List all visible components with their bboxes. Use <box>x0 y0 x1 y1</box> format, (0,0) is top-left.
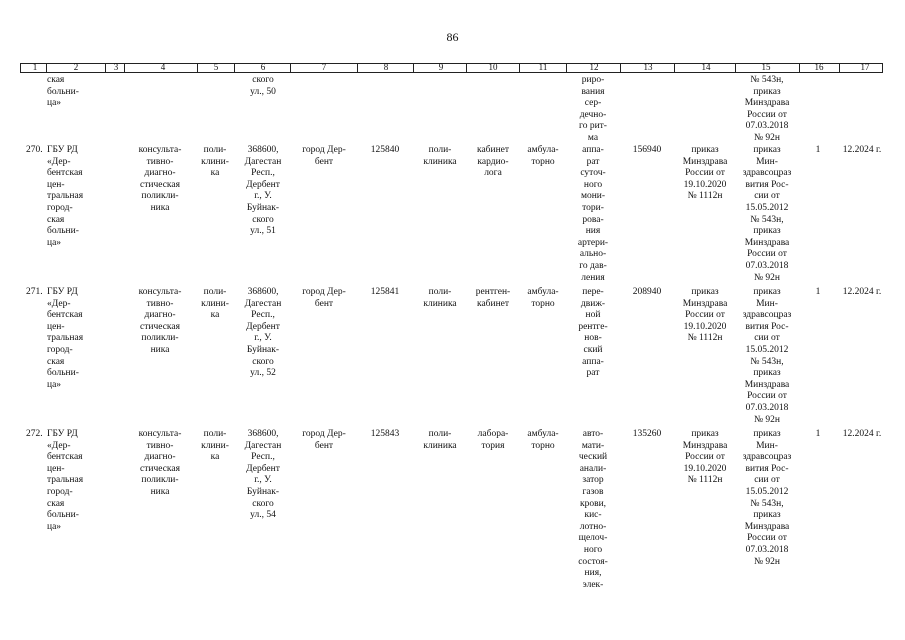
city: город Дер- бент <box>302 145 346 167</box>
col-header-5: 5 <box>213 62 219 72</box>
order-15: приказ Мин- здравсоцраз вития Рос- сии от 15.05.2012 № 543н, приказ Минздрава России от 07.03.2018 № 92н <box>742 287 792 425</box>
address: 368600, Дагестан Респ., Дербент г., У. Буйнак- ского ул., 51 <box>244 145 282 237</box>
col-header-12: 12 <box>589 62 599 72</box>
continued-order-15: № 543н, приказ Минздрава России от 07.03.2018 № 92н <box>744 75 790 143</box>
unit: поли- клини- ка <box>201 429 229 463</box>
col-divider <box>124 63 125 73</box>
col-divider <box>620 63 621 73</box>
col-divider <box>839 63 840 73</box>
col-divider <box>674 63 675 73</box>
due-date: 12.2024 г. <box>842 287 882 297</box>
col-divider <box>46 63 47 73</box>
order-15: приказ Мин- здравсоцраз вития Рос- сии от 15.05.2012 № 543н, приказ Минздрава России от 07.03.2018 № 92н <box>742 429 792 567</box>
quantity: 1 <box>815 429 821 439</box>
cost: 156940 <box>632 145 662 155</box>
quantity: 1 <box>815 145 821 155</box>
col-divider <box>566 63 567 73</box>
col-header-16: 16 <box>814 62 824 72</box>
due-date: 12.2024 г. <box>842 145 882 155</box>
facility-type: консульта- тивно- диагно- стическая поликли- ника <box>138 145 182 213</box>
col-header-14: 14 <box>701 62 711 72</box>
address: 368600, Дагестан Респ., Дербент г., У. Буйнак- ского ул., 52 <box>244 287 282 379</box>
department: поли- клиника <box>423 429 457 451</box>
col-divider <box>234 63 235 73</box>
row-number: 272. <box>26 429 43 439</box>
equipment: аппа- рат суточ- ного мони- тори- рова- ния артери- ально- го дав- ления <box>577 145 609 283</box>
continued-org-name: ская больни- ца» <box>47 75 79 109</box>
equipment: авто- мати- ческий анали- затор газов крови, кис- лотно- щелоч- ного состоя- ния, элек- <box>578 429 608 590</box>
code: 125840 <box>370 145 400 155</box>
page-number: 86 <box>446 30 459 44</box>
room: рентген- кабинет <box>475 287 511 309</box>
col-divider <box>105 63 106 73</box>
col-divider <box>735 63 736 73</box>
cost: 135260 <box>632 429 662 439</box>
order-14: приказ Минздрава России от 19.10.2020 № 1112н <box>682 287 728 344</box>
city: город Дер- бент <box>302 429 346 451</box>
facility-type: консульта- тивно- диагно- стическая поликли- ника <box>138 287 182 355</box>
col-header-1: 1 <box>32 62 38 72</box>
col-header-4: 4 <box>160 62 166 72</box>
col-divider <box>357 63 358 73</box>
code: 125843 <box>370 429 400 439</box>
equipment: пере- движ- ной рентге- нов- ский аппа- рат <box>578 287 608 379</box>
row-number: 270. <box>26 145 43 155</box>
col-header-17: 17 <box>860 62 870 72</box>
row-number: 271. <box>26 287 43 297</box>
department: поли- клиника <box>423 145 457 167</box>
care-type: амбула- торно <box>527 145 559 167</box>
col-header-8: 8 <box>383 62 389 72</box>
col-header-3: 3 <box>113 62 119 72</box>
col-header-2: 2 <box>73 62 79 72</box>
code: 125841 <box>370 287 400 297</box>
continued-address: ского ул., 50 <box>250 75 276 97</box>
order-14: приказ Минздрава России от 19.10.2020 № 1112н <box>682 145 728 202</box>
city: город Дер- бент <box>302 287 346 309</box>
table-header-row <box>20 63 883 73</box>
org-name: ГБУ РД «Дер- бентская цен- тральная город- ская больни- ца» <box>47 287 84 390</box>
continued-equipment: риро- вания сер- дечно- го рит- ма <box>579 75 607 143</box>
address: 368600, Дагестан Респ., Дербент г., У. Буйнак- ского ул., 54 <box>244 429 282 521</box>
department: поли- клиника <box>423 287 457 309</box>
quantity: 1 <box>815 287 821 297</box>
org-name: ГБУ РД «Дер- бентская цен- тральная город- ская больни- ца» <box>47 145 84 248</box>
col-divider <box>466 63 467 73</box>
cost: 208940 <box>632 287 662 297</box>
col-header-6: 6 <box>260 62 266 72</box>
col-header-7: 7 <box>321 62 327 72</box>
col-header-9: 9 <box>438 62 444 72</box>
col-header-11: 11 <box>538 62 548 72</box>
due-date: 12.2024 г. <box>842 429 882 439</box>
col-divider <box>799 63 800 73</box>
unit: поли- клини- ка <box>201 287 229 321</box>
care-type: амбула- торно <box>527 429 559 451</box>
col-header-13: 13 <box>643 62 653 72</box>
org-name: ГБУ РД «Дер- бентская цен- тральная город- ская больни- ца» <box>47 429 84 532</box>
room: кабинет кардио- лога <box>476 145 510 179</box>
order-14: приказ Минздрава России от 19.10.2020 № 1112н <box>682 429 728 486</box>
col-divider <box>519 63 520 73</box>
col-header-15: 15 <box>761 62 771 72</box>
care-type: амбула- торно <box>527 287 559 309</box>
unit: поли- клини- ка <box>201 145 229 179</box>
order-15: приказ Мин- здравсоцраз вития Рос- сии от 15.05.2012 № 543н, приказ Минздрава России от 07.03.2018 № 92н <box>742 145 792 283</box>
col-header-10: 10 <box>488 62 498 72</box>
room: лабора- тория <box>477 429 509 451</box>
col-divider <box>413 63 414 73</box>
facility-type: консульта- тивно- диагно- стическая поликли- ника <box>138 429 182 497</box>
col-divider <box>197 63 198 73</box>
col-divider <box>290 63 291 73</box>
